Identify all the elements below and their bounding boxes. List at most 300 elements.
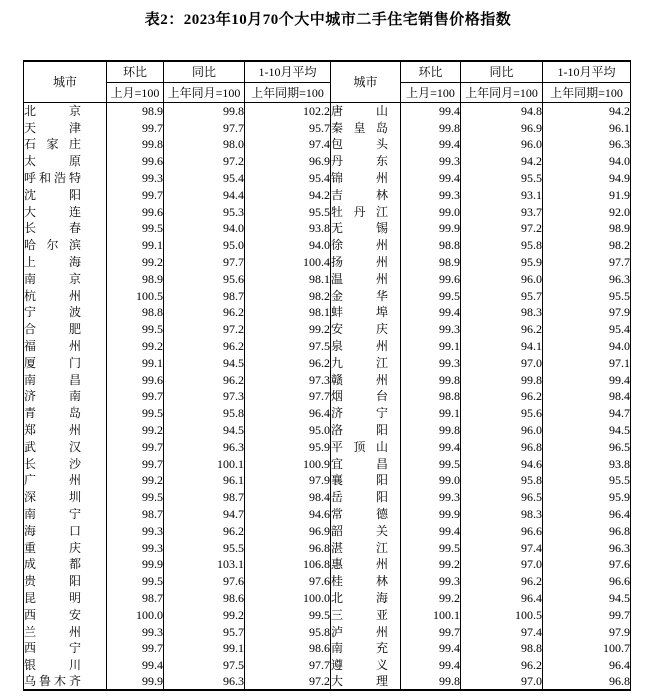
avg-value-cell-right: 95.9 bbox=[543, 489, 631, 506]
table-row bbox=[24, 354, 631, 371]
table-row bbox=[24, 556, 631, 573]
city-name: 韶关 bbox=[331, 523, 388, 538]
mom-value-cell-left: 99.5 bbox=[107, 321, 164, 338]
mom-value-cell-left: 99.7 bbox=[107, 388, 164, 405]
city-name: 南昌 bbox=[24, 372, 81, 387]
city-cell-left bbox=[24, 170, 107, 187]
city-name: 金华 bbox=[331, 288, 388, 303]
avg-value-cell-left: 100.4 bbox=[245, 254, 331, 271]
mom-value-cell-right: 99.3 bbox=[401, 354, 461, 371]
city-name: 扬州 bbox=[331, 255, 388, 270]
city-cell-right bbox=[331, 371, 401, 388]
table-row bbox=[24, 371, 631, 388]
city-name: 大连 bbox=[24, 204, 81, 219]
yoy-value-cell-left: 97.2 bbox=[164, 153, 245, 170]
city-cell-left bbox=[24, 455, 107, 472]
yoy-value-cell-right: 95.8 bbox=[461, 472, 543, 489]
city-cell-left bbox=[24, 556, 107, 573]
mom-value-cell-right: 99.5 bbox=[401, 287, 461, 304]
city-cell-right bbox=[331, 556, 401, 573]
city-cell-right bbox=[331, 304, 401, 321]
city-name: 大理 bbox=[331, 674, 388, 689]
city-name: 南京 bbox=[24, 271, 81, 286]
mom-value-cell-left: 99.3 bbox=[107, 170, 164, 187]
yoy-value-cell-left: 96.3 bbox=[164, 438, 245, 455]
mom-value-cell-right: 99.5 bbox=[401, 539, 461, 556]
mom-value-cell-right: 99.8 bbox=[401, 119, 461, 136]
city-name: 海口 bbox=[24, 523, 81, 538]
city-cell-right bbox=[331, 539, 401, 556]
yoy-value-cell-right: 97.0 bbox=[461, 674, 543, 691]
mom-value-cell-left: 99.6 bbox=[107, 153, 164, 170]
city-name: 遵义 bbox=[331, 658, 388, 673]
city-name: 广州 bbox=[24, 473, 81, 488]
city-name: 丹东 bbox=[331, 154, 388, 169]
table-row bbox=[24, 136, 631, 153]
mom-value-cell-left: 99.9 bbox=[107, 556, 164, 573]
mom-value-cell-right: 99.2 bbox=[401, 590, 461, 607]
mom-value-cell-right: 99.9 bbox=[401, 506, 461, 523]
yoy-value-cell-right: 96.2 bbox=[461, 657, 543, 674]
mom-value-cell-left: 99.2 bbox=[107, 254, 164, 271]
avg-value-cell-left: 97.9 bbox=[245, 472, 331, 489]
yoy-value-cell-right: 97.2 bbox=[461, 220, 543, 237]
mom-value-cell-right: 99.4 bbox=[401, 522, 461, 539]
yoy-value-cell-right: 97.4 bbox=[461, 623, 543, 640]
avg-value-cell-right: 98.4 bbox=[543, 388, 631, 405]
yoy-value-cell-left: 94.7 bbox=[164, 506, 245, 523]
yoy-value-cell-right: 96.0 bbox=[461, 136, 543, 153]
city-cell-left bbox=[24, 640, 107, 657]
avg-value-cell-right: 94.9 bbox=[543, 170, 631, 187]
mom-value-cell-right: 99.3 bbox=[401, 153, 461, 170]
yoy-value-cell-right: 94.8 bbox=[461, 103, 543, 120]
avg-value-cell-left: 98.1 bbox=[245, 270, 331, 287]
mom-value-cell-right: 99.6 bbox=[401, 270, 461, 287]
avg-value-cell-right: 93.8 bbox=[543, 455, 631, 472]
mom-value-cell-left: 99.7 bbox=[107, 119, 164, 136]
table-row bbox=[24, 153, 631, 170]
city-cell-left bbox=[24, 623, 107, 640]
mom-value-cell-right: 98.8 bbox=[401, 237, 461, 254]
city-cell-left bbox=[24, 489, 107, 506]
table-row bbox=[24, 405, 631, 422]
avg-value-cell-left: 100.0 bbox=[245, 590, 331, 607]
yoy-value-cell-right: 96.2 bbox=[461, 388, 543, 405]
avg-value-cell-right: 96.1 bbox=[543, 119, 631, 136]
yoy-value-cell-right: 95.6 bbox=[461, 405, 543, 422]
city-name: 杭州 bbox=[24, 288, 81, 303]
mom-value-cell-left: 99.6 bbox=[107, 371, 164, 388]
table-row bbox=[24, 388, 631, 405]
yoy-value-cell-left: 95.6 bbox=[164, 270, 245, 287]
city-cell-left bbox=[24, 606, 107, 623]
avg-value-cell-right: 94.7 bbox=[543, 405, 631, 422]
avg-value-cell-right: 95.5 bbox=[543, 287, 631, 304]
city-cell-left bbox=[24, 119, 107, 136]
avg-value-cell-left: 97.5 bbox=[245, 338, 331, 355]
city-cell-right bbox=[331, 237, 401, 254]
table-row bbox=[24, 170, 631, 187]
yoy-value-cell-left: 97.2 bbox=[164, 321, 245, 338]
city-cell-left bbox=[24, 304, 107, 321]
city-name: 九江 bbox=[331, 355, 388, 370]
table-row bbox=[24, 103, 631, 120]
avg-value-cell-right: 98.9 bbox=[543, 220, 631, 237]
avg-value-cell-right: 96.4 bbox=[543, 506, 631, 523]
header-yoy-base-left: 上年同月=100 bbox=[164, 83, 245, 103]
city-name: 南充 bbox=[331, 641, 388, 656]
header-yoy-left: 同比 bbox=[164, 61, 245, 83]
city-cell-right bbox=[331, 321, 401, 338]
yoy-value-cell-left: 99.1 bbox=[164, 640, 245, 657]
avg-value-cell-right: 98.2 bbox=[543, 237, 631, 254]
city-name: 南宁 bbox=[24, 507, 81, 522]
yoy-value-cell-right: 98.3 bbox=[461, 506, 543, 523]
yoy-value-cell-right: 98.3 bbox=[461, 304, 543, 321]
table-row bbox=[24, 590, 631, 607]
city-cell-left bbox=[24, 573, 107, 590]
yoy-value-cell-left: 96.2 bbox=[164, 304, 245, 321]
city-cell-left bbox=[24, 321, 107, 338]
mom-value-cell-right: 99.4 bbox=[401, 640, 461, 657]
mom-value-cell-left: 99.2 bbox=[107, 472, 164, 489]
avg-value-cell-right: 96.3 bbox=[543, 539, 631, 556]
city-name: 贵阳 bbox=[24, 574, 81, 589]
city-cell-left bbox=[24, 254, 107, 271]
city-cell-left bbox=[24, 136, 107, 153]
table-row bbox=[24, 657, 631, 674]
yoy-value-cell-left: 94.4 bbox=[164, 186, 245, 203]
mom-value-cell-right: 99.5 bbox=[401, 455, 461, 472]
avg-value-cell-right: 94.0 bbox=[543, 153, 631, 170]
city-cell-left bbox=[24, 186, 107, 203]
yoy-value-cell-right: 94.6 bbox=[461, 455, 543, 472]
city-cell-left bbox=[24, 422, 107, 439]
yoy-value-cell-left: 99.8 bbox=[164, 103, 245, 120]
city-name: 蚌埠 bbox=[331, 305, 388, 320]
table-row bbox=[24, 237, 631, 254]
avg-value-cell-left: 95.7 bbox=[245, 119, 331, 136]
mom-value-cell-left: 99.2 bbox=[107, 338, 164, 355]
avg-value-cell-right: 95.5 bbox=[543, 472, 631, 489]
header-mom-base-right: 上月=100 bbox=[401, 83, 461, 103]
header-row-2 bbox=[24, 83, 631, 103]
city-name: 泸州 bbox=[331, 624, 388, 639]
city-name: 厦门 bbox=[24, 355, 81, 370]
yoy-value-cell-left: 98.7 bbox=[164, 287, 245, 304]
mom-value-cell-right: 99.1 bbox=[401, 338, 461, 355]
avg-value-cell-left: 94.6 bbox=[245, 506, 331, 523]
avg-value-cell-right: 94.5 bbox=[543, 422, 631, 439]
avg-value-cell-left: 93.8 bbox=[245, 220, 331, 237]
city-cell-right bbox=[331, 405, 401, 422]
mom-value-cell-left: 99.8 bbox=[107, 136, 164, 153]
mom-value-cell-left: 99.3 bbox=[107, 522, 164, 539]
yoy-value-cell-right: 96.2 bbox=[461, 573, 543, 590]
mom-value-cell-left: 99.5 bbox=[107, 573, 164, 590]
yoy-value-cell-right: 94.2 bbox=[461, 153, 543, 170]
city-cell-right bbox=[331, 186, 401, 203]
yoy-value-cell-left: 100.1 bbox=[164, 455, 245, 472]
city-cell-left bbox=[24, 405, 107, 422]
mom-value-cell-left: 100.0 bbox=[107, 606, 164, 623]
yoy-value-cell-left: 103.1 bbox=[164, 556, 245, 573]
city-name: 烟台 bbox=[331, 389, 388, 404]
header-yoy-base-right: 上年同月=100 bbox=[461, 83, 543, 103]
avg-value-cell-left: 94.0 bbox=[245, 237, 331, 254]
city-cell-right bbox=[331, 606, 401, 623]
yoy-value-cell-right: 95.8 bbox=[461, 237, 543, 254]
yoy-value-cell-right: 96.0 bbox=[461, 422, 543, 439]
table-row bbox=[24, 623, 631, 640]
mom-value-cell-right: 98.9 bbox=[401, 254, 461, 271]
mom-value-cell-right: 99.4 bbox=[401, 657, 461, 674]
header-mom-right: 环比 bbox=[401, 61, 461, 83]
yoy-value-cell-left: 96.3 bbox=[164, 674, 245, 691]
city-cell-right bbox=[331, 103, 401, 120]
table-row bbox=[24, 422, 631, 439]
city-name: 北海 bbox=[331, 591, 388, 605]
city-cell-right bbox=[331, 623, 401, 640]
city-name: 惠州 bbox=[331, 557, 388, 572]
table-row bbox=[24, 338, 631, 355]
mom-value-cell-left: 99.1 bbox=[107, 237, 164, 254]
city-cell-right bbox=[331, 270, 401, 287]
avg-value-cell-right: 97.9 bbox=[543, 623, 631, 640]
header-yoy-right: 同比 bbox=[461, 61, 543, 83]
mom-value-cell-left: 99.7 bbox=[107, 640, 164, 657]
city-cell-left bbox=[24, 153, 107, 170]
mom-value-cell-left: 98.9 bbox=[107, 103, 164, 120]
mom-value-cell-right: 99.0 bbox=[401, 203, 461, 220]
yoy-value-cell-right: 93.1 bbox=[461, 186, 543, 203]
yoy-value-cell-left: 96.2 bbox=[164, 338, 245, 355]
yoy-value-cell-right: 95.9 bbox=[461, 254, 543, 271]
table-row bbox=[24, 472, 631, 489]
yoy-value-cell-right: 97.0 bbox=[461, 354, 543, 371]
table-row bbox=[24, 674, 631, 691]
mom-value-cell-right: 99.1 bbox=[401, 405, 461, 422]
mom-value-cell-left: 99.4 bbox=[107, 657, 164, 674]
city-name: 平顶山 bbox=[331, 439, 388, 454]
mom-value-cell-right: 99.9 bbox=[401, 220, 461, 237]
yoy-value-cell-right: 96.4 bbox=[461, 590, 543, 607]
header-mom-left: 环比 bbox=[107, 61, 164, 83]
city-name: 武汉 bbox=[24, 439, 81, 454]
avg-value-cell-left: 97.6 bbox=[245, 573, 331, 590]
mom-value-cell-left: 99.5 bbox=[107, 405, 164, 422]
avg-value-cell-left: 96.8 bbox=[245, 539, 331, 556]
mom-value-cell-left: 99.5 bbox=[107, 220, 164, 237]
avg-value-cell-right: 96.8 bbox=[543, 674, 631, 691]
yoy-value-cell-right: 95.5 bbox=[461, 170, 543, 187]
city-cell-right bbox=[331, 203, 401, 220]
city-name: 吉林 bbox=[331, 187, 388, 202]
city-cell-right bbox=[331, 455, 401, 472]
city-name: 兰州 bbox=[24, 624, 81, 639]
city-name: 合肥 bbox=[24, 322, 81, 337]
city-name: 常德 bbox=[331, 507, 388, 522]
city-cell-right bbox=[331, 422, 401, 439]
mom-value-cell-left: 99.7 bbox=[107, 438, 164, 455]
yoy-value-cell-left: 94.0 bbox=[164, 220, 245, 237]
mom-value-cell-left: 99.3 bbox=[107, 539, 164, 556]
yoy-value-cell-right: 97.4 bbox=[461, 539, 543, 556]
avg-value-cell-right: 94.5 bbox=[543, 590, 631, 607]
yoy-value-cell-right: 99.8 bbox=[461, 371, 543, 388]
yoy-value-cell-right: 96.6 bbox=[461, 522, 543, 539]
yoy-value-cell-left: 94.5 bbox=[164, 422, 245, 439]
yoy-value-cell-right: 98.8 bbox=[461, 640, 543, 657]
table-row bbox=[24, 220, 631, 237]
city-name: 成都 bbox=[24, 557, 81, 572]
city-cell-right bbox=[331, 489, 401, 506]
city-cell-left bbox=[24, 371, 107, 388]
yoy-value-cell-right: 96.0 bbox=[461, 270, 543, 287]
city-cell-right bbox=[331, 170, 401, 187]
avg-value-cell-left: 95.5 bbox=[245, 203, 331, 220]
table-header bbox=[24, 61, 631, 103]
city-cell-left bbox=[24, 472, 107, 489]
mom-value-cell-right: 99.4 bbox=[401, 136, 461, 153]
mom-value-cell-left: 98.7 bbox=[107, 506, 164, 523]
yoy-value-cell-left: 98.7 bbox=[164, 489, 245, 506]
city-name: 沈阳 bbox=[24, 187, 81, 202]
header-avg-base-left: 上年同期=100 bbox=[245, 83, 331, 103]
city-name: 呼和浩特 bbox=[24, 171, 81, 186]
city-cell-left bbox=[24, 220, 107, 237]
yoy-value-cell-right: 94.1 bbox=[461, 338, 543, 355]
avg-value-cell-right: 96.4 bbox=[543, 657, 631, 674]
yoy-value-cell-right: 96.2 bbox=[461, 321, 543, 338]
avg-value-cell-left: 97.7 bbox=[245, 388, 331, 405]
city-cell-left bbox=[24, 237, 107, 254]
avg-value-cell-right: 99.7 bbox=[543, 606, 631, 623]
yoy-value-cell-right: 96.8 bbox=[461, 438, 543, 455]
mom-value-cell-right: 99.0 bbox=[401, 472, 461, 489]
city-cell-left bbox=[24, 338, 107, 355]
city-cell-left bbox=[24, 354, 107, 371]
avg-value-cell-left: 97.4 bbox=[245, 136, 331, 153]
avg-value-cell-right: 97.1 bbox=[543, 354, 631, 371]
avg-value-cell-right: 96.3 bbox=[543, 270, 631, 287]
city-name: 长沙 bbox=[24, 456, 81, 471]
table-row bbox=[24, 640, 631, 657]
city-name: 锦州 bbox=[331, 171, 388, 186]
table-row bbox=[24, 119, 631, 136]
yoy-value-cell-right: 96.9 bbox=[461, 119, 543, 136]
mom-value-cell-right: 99.8 bbox=[401, 674, 461, 691]
city-cell-left bbox=[24, 590, 107, 607]
city-cell-left bbox=[24, 522, 107, 539]
table-title: 表2：2023年10月70个大中城市二手住宅销售价格指数 bbox=[144, 12, 512, 28]
yoy-value-cell-left: 94.5 bbox=[164, 354, 245, 371]
city-name: 温州 bbox=[331, 271, 388, 286]
avg-value-cell-right: 100.7 bbox=[543, 640, 631, 657]
header-mom-base-left: 上月=100 bbox=[107, 83, 164, 103]
city-name: 郑州 bbox=[24, 423, 81, 438]
header-city-left: 城市 bbox=[24, 61, 107, 103]
table-row bbox=[24, 522, 631, 539]
table-row bbox=[24, 270, 631, 287]
city-cell-right bbox=[331, 254, 401, 271]
mom-value-cell-left: 99.7 bbox=[107, 186, 164, 203]
yoy-value-cell-left: 98.0 bbox=[164, 136, 245, 153]
city-cell-right bbox=[331, 472, 401, 489]
yoy-value-cell-left: 95.0 bbox=[164, 237, 245, 254]
yoy-value-cell-left: 97.3 bbox=[164, 388, 245, 405]
city-cell-right bbox=[331, 438, 401, 455]
avg-value-cell-left: 97.7 bbox=[245, 657, 331, 674]
mom-value-cell-left: 99.1 bbox=[107, 354, 164, 371]
table-row bbox=[24, 186, 631, 203]
yoy-value-cell-right: 97.0 bbox=[461, 556, 543, 573]
table-row bbox=[24, 455, 631, 472]
avg-value-cell-right: 99.4 bbox=[543, 371, 631, 388]
mom-value-cell-right: 99.3 bbox=[401, 186, 461, 203]
mom-value-cell-left: 98.8 bbox=[107, 304, 164, 321]
city-cell-left bbox=[24, 674, 107, 691]
avg-value-cell-left: 98.2 bbox=[245, 287, 331, 304]
city-name: 天津 bbox=[24, 120, 81, 135]
table-row bbox=[24, 321, 631, 338]
avg-value-cell-left: 95.8 bbox=[245, 623, 331, 640]
avg-value-cell-right: 92.0 bbox=[543, 203, 631, 220]
yoy-value-cell-left: 97.7 bbox=[164, 254, 245, 271]
city-cell-right bbox=[331, 573, 401, 590]
city-name: 北京 bbox=[24, 104, 81, 119]
city-name: 桂林 bbox=[331, 574, 388, 589]
city-cell-right bbox=[331, 136, 401, 153]
avg-value-cell-left: 98.1 bbox=[245, 304, 331, 321]
yoy-value-cell-left: 98.6 bbox=[164, 590, 245, 607]
header-row-1 bbox=[24, 61, 631, 83]
avg-value-cell-right: 96.8 bbox=[543, 522, 631, 539]
mom-value-cell-left: 99.5 bbox=[107, 489, 164, 506]
city-cell-left bbox=[24, 203, 107, 220]
mom-value-cell-left: 99.9 bbox=[107, 674, 164, 691]
city-name: 重庆 bbox=[24, 540, 81, 555]
city-name: 包头 bbox=[331, 137, 388, 152]
avg-value-cell-left: 106.8 bbox=[245, 556, 331, 573]
city-cell-right bbox=[331, 153, 401, 170]
yoy-value-cell-left: 99.2 bbox=[164, 606, 245, 623]
table-row bbox=[24, 573, 631, 590]
city-name: 太原 bbox=[24, 154, 81, 169]
city-cell-right bbox=[331, 338, 401, 355]
city-cell-left bbox=[24, 270, 107, 287]
table-row bbox=[24, 489, 631, 506]
city-name: 上海 bbox=[24, 255, 81, 270]
table-row bbox=[24, 506, 631, 523]
avg-value-cell-left: 97.2 bbox=[245, 674, 331, 691]
city-name: 西宁 bbox=[24, 641, 81, 656]
yoy-value-cell-right: 93.7 bbox=[461, 203, 543, 220]
table-row bbox=[24, 287, 631, 304]
city-name: 济宁 bbox=[331, 406, 388, 421]
yoy-value-cell-left: 97.7 bbox=[164, 119, 245, 136]
table-row bbox=[24, 606, 631, 623]
avg-value-cell-right: 94.2 bbox=[543, 103, 631, 120]
header-city-right: 城市 bbox=[331, 61, 401, 103]
city-name: 石家庄 bbox=[24, 137, 81, 152]
mom-value-cell-right: 99.4 bbox=[401, 304, 461, 321]
city-cell-right bbox=[331, 522, 401, 539]
avg-value-cell-left: 95.0 bbox=[245, 422, 331, 439]
yoy-value-cell-left: 96.1 bbox=[164, 472, 245, 489]
avg-value-cell-right: 96.6 bbox=[543, 573, 631, 590]
